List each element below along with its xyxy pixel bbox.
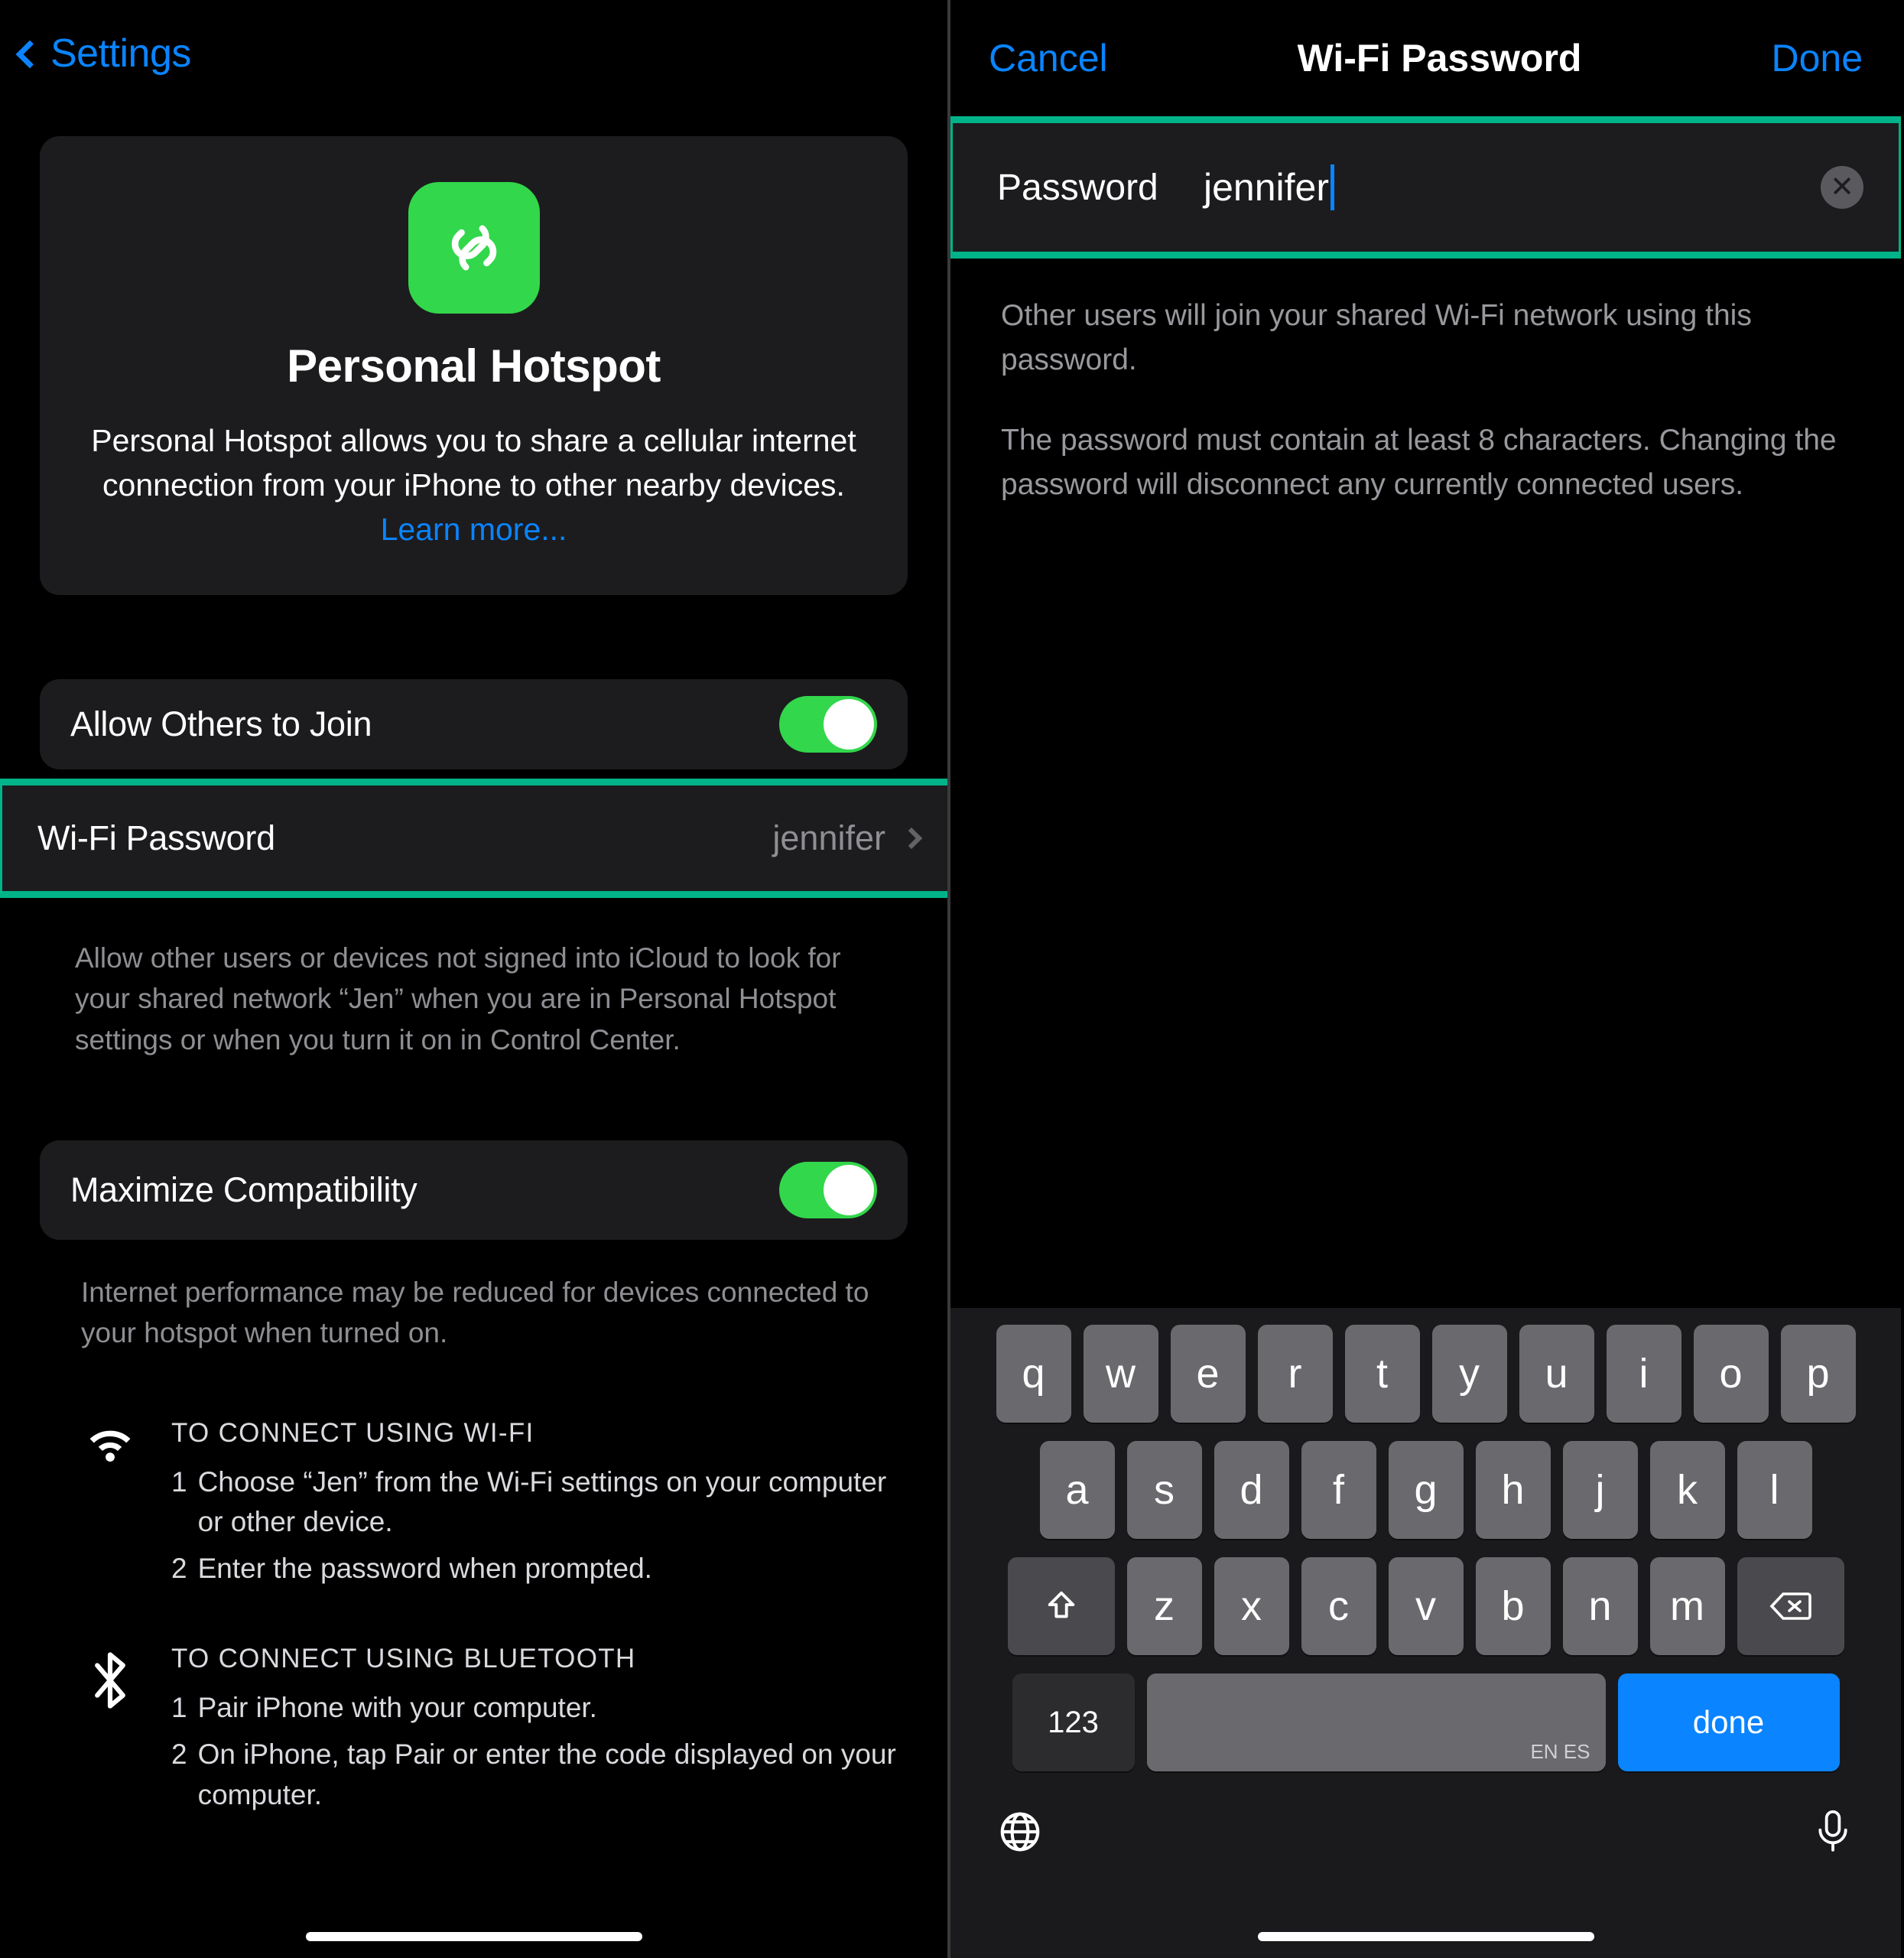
wifi-password-highlight — [0, 779, 950, 898]
personal-hotspot-settings-screen — [0, 0, 950, 1958]
modal-title: Wi-Fi Password — [1297, 37, 1582, 80]
wifi-step-number: 1 — [171, 1465, 187, 1498]
wifi-password-modal-screen — [950, 0, 1901, 1958]
password-help-paragraph: The password must contain at least 8 characters. Changing the password will disconnect any currently connected users. — [1001, 424, 1837, 502]
maximize-compatibility-footnote: Internet performance may be reduced for devices connected to your hotspot when turned on. — [81, 1276, 869, 1349]
on-screen-keyboard — [950, 1308, 1901, 1958]
bluetooth-step-text: Pair iPhone with your computer. — [197, 1692, 597, 1724]
back-to-settings-button[interactable] — [0, 0, 947, 84]
bluetooth-step-number: 1 — [171, 1692, 187, 1724]
wifi-password-value-group — [772, 818, 919, 858]
key-k[interactable]: k — [1650, 1441, 1725, 1539]
wifi-step-number: 2 — [171, 1552, 187, 1584]
page-title: Personal Hotspot — [287, 340, 661, 392]
allow-others-group — [40, 679, 908, 769]
key-q[interactable]: q — [996, 1325, 1071, 1423]
key-m[interactable]: m — [1650, 1557, 1725, 1655]
key-n[interactable]: n — [1563, 1557, 1638, 1655]
key-v[interactable]: v — [1389, 1557, 1464, 1655]
modal-toolbar — [950, 0, 1901, 116]
key-p[interactable]: p — [1781, 1325, 1856, 1423]
wifi-password-value: jennifer — [772, 818, 885, 857]
keyboard-bottom-bar — [950, 1790, 1901, 1859]
key-f[interactable]: f — [1301, 1441, 1376, 1539]
wifi-instructions-heading: TO CONNECT USING WI-FI — [171, 1417, 534, 1448]
home-indicator — [306, 1932, 642, 1941]
back-label: Settings — [50, 31, 191, 76]
password-help-text — [1001, 294, 1858, 507]
allow-others-footnote: Allow other users or devices not signed into iCloud to look for your shared network “Jen” when you are in Personal Hotspot settings or when you turn it on in Control Center. — [75, 942, 841, 1055]
wifi-step-text: Enter the password when prompted. — [197, 1552, 652, 1584]
key-l[interactable]: l — [1737, 1441, 1812, 1539]
key-o[interactable]: o — [1694, 1325, 1769, 1423]
key-i[interactable]: i — [1607, 1325, 1681, 1423]
learn-more-link[interactable]: Learn more... — [380, 512, 567, 548]
maximize-compatibility-label: Maximize Compatibility — [70, 1169, 418, 1209]
keyboard-row-2 — [950, 1441, 1901, 1539]
keyboard-row-1 — [950, 1325, 1901, 1423]
numbers-key[interactable]: 123 — [1012, 1673, 1135, 1771]
hotspot-hero-card — [40, 136, 908, 595]
maximize-compatibility-toggle[interactable] — [779, 1162, 877, 1218]
space-language-label: EN ES — [1530, 1740, 1590, 1763]
backspace-icon[interactable] — [1737, 1557, 1844, 1655]
wifi-password-label: Wi-Fi Password — [37, 818, 275, 857]
password-field-row[interactable] — [953, 123, 1899, 252]
key-s[interactable]: s — [1127, 1441, 1202, 1539]
key-c[interactable]: c — [1301, 1557, 1376, 1655]
wifi-step — [171, 1462, 908, 1543]
chevron-left-icon — [16, 41, 44, 69]
cancel-button[interactable]: Cancel — [989, 37, 1108, 80]
allow-others-label: Allow Others to Join — [70, 704, 372, 743]
toggle-knob — [824, 699, 874, 750]
wifi-instructions-body — [171, 1418, 908, 1595]
key-w[interactable]: w — [1084, 1325, 1158, 1423]
allow-others-row[interactable] — [40, 679, 908, 769]
key-y[interactable]: y — [1432, 1325, 1507, 1423]
done-button[interactable]: Done — [1771, 37, 1863, 80]
microphone-icon[interactable] — [1811, 1808, 1855, 1859]
key-h[interactable]: h — [1476, 1441, 1551, 1539]
password-value: jennifer — [1204, 166, 1329, 209]
wifi-step — [171, 1549, 908, 1589]
bluetooth-instructions-heading: TO CONNECT USING BLUETOOTH — [171, 1644, 636, 1674]
hero-description — [76, 418, 871, 552]
text-caret — [1331, 164, 1334, 210]
wifi-icon — [75, 1418, 145, 1595]
keyboard-row-4 — [950, 1673, 1901, 1771]
password-label: Password — [997, 167, 1158, 208]
key-z[interactable]: z — [1127, 1557, 1202, 1655]
maximize-compatibility-row[interactable] — [40, 1140, 908, 1240]
bluetooth-step-text: On iPhone, tap Pair or enter the code displayed on your computer. — [197, 1738, 896, 1810]
bluetooth-step-number: 2 — [171, 1738, 187, 1770]
globe-icon[interactable] — [996, 1808, 1044, 1859]
key-j[interactable]: j — [1563, 1441, 1638, 1539]
key-e[interactable]: e — [1171, 1325, 1246, 1423]
key-a[interactable]: a — [1040, 1441, 1115, 1539]
password-help-paragraph: Other users will join your shared Wi-Fi network using this password. — [1001, 299, 1752, 376]
password-field-highlight — [950, 116, 1901, 259]
chevron-right-icon — [901, 828, 922, 849]
keyboard-done-key[interactable]: done — [1618, 1673, 1840, 1771]
keyboard-row-3 — [950, 1557, 1901, 1655]
key-g[interactable]: g — [1389, 1441, 1464, 1539]
personal-hotspot-icon — [408, 182, 540, 314]
space-key[interactable] — [1147, 1673, 1606, 1771]
bluetooth-instructions — [75, 1644, 908, 1821]
bluetooth-step — [171, 1735, 908, 1815]
bluetooth-instructions-body — [171, 1644, 908, 1821]
key-d[interactable]: d — [1214, 1441, 1289, 1539]
toggle-knob — [824, 1165, 874, 1215]
key-u[interactable]: u — [1519, 1325, 1594, 1423]
bluetooth-icon — [75, 1644, 145, 1821]
allow-others-toggle[interactable] — [779, 696, 877, 753]
wifi-password-row[interactable] — [2, 785, 948, 891]
key-b[interactable]: b — [1476, 1557, 1551, 1655]
password-input[interactable] — [1204, 164, 1821, 210]
key-x[interactable]: x — [1214, 1557, 1289, 1655]
hero-description-text: Personal Hotspot allows you to share a cellular internet connection from your iPhone to other nearby devices. — [91, 423, 856, 503]
wifi-step-text: Choose “Jen” from the Wi-Fi settings on your computer or other device. — [197, 1465, 887, 1538]
shift-icon[interactable] — [1008, 1557, 1115, 1655]
maximize-compatibility-group — [40, 1140, 908, 1240]
key-t[interactable]: t — [1345, 1325, 1420, 1423]
home-indicator — [1258, 1932, 1594, 1941]
bluetooth-step — [171, 1688, 908, 1729]
key-r[interactable]: r — [1258, 1325, 1333, 1423]
wifi-instructions — [75, 1418, 908, 1595]
clear-circle-icon[interactable]: ✕ — [1821, 166, 1863, 209]
